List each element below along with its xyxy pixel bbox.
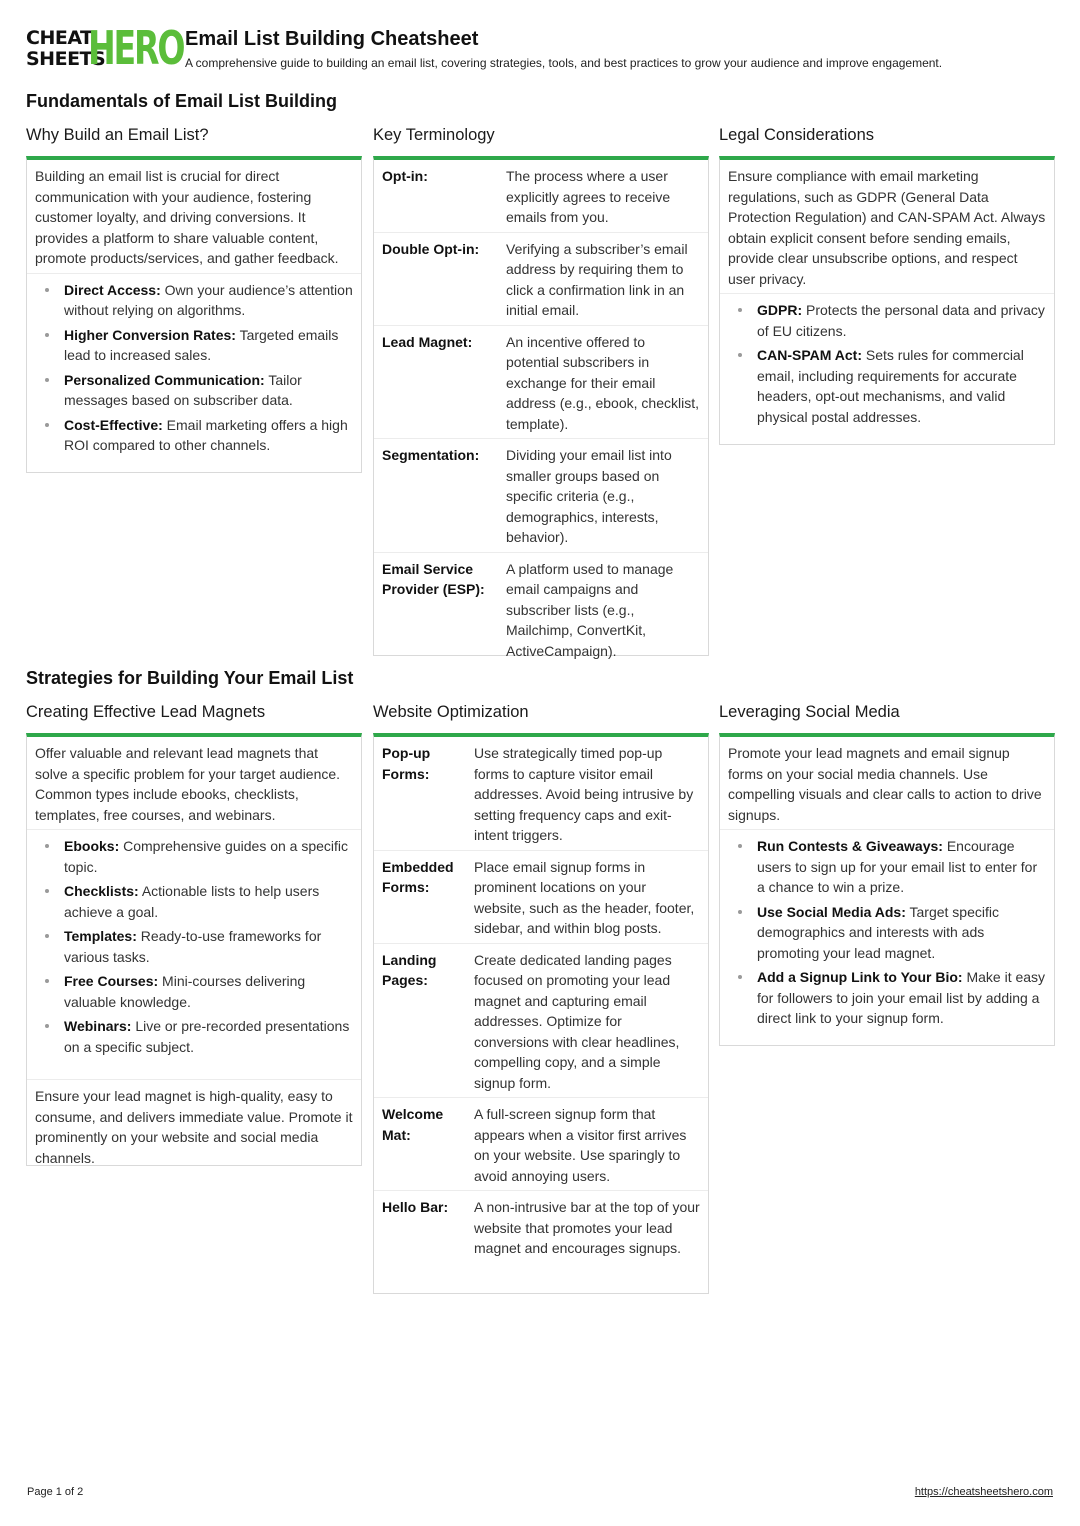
social-media-title: Leveraging Social Media [719,703,900,721]
site-link[interactable]: https://cheatsheetshero.com [914,1486,1053,1498]
list-item: Templates: Ready-to-use frameworks for various tasks. [35,926,353,967]
page-header [26,21,1056,75]
list-item: Free Courses: Mini-courses delivering valuable knowledge. [35,971,353,1012]
lead-magnets-outro: Ensure your lead magnet is high-quality, easy to consume, and delivers immediate value. Promote it prominently on your website and social media channels. [27,1079,361,1172]
social-media-intro: Promote your lead magnets and email signup forms on your social media channels. Use compelling visuals and clear calls to action to drive signups. [728,745,1042,823]
list-item: Personalized Communication: Tailor messages based on subscriber data. [35,370,353,411]
logo-wordmark: CHEAT SHEETS [26,27,106,70]
section-title-fundamentals: Fundamentals of Email List Building [26,91,338,111]
table-row: Hello Bar: A non-intrusive bar at the top of your website that promotes your lead magnet and encourages signups. [382,1199,700,1256]
legal-title: Legal Considerations [719,126,875,144]
list-item: Higher Conversion Rates: Targeted emails lead to increased sales. [35,325,353,366]
table-row: Welcome Mat: A full-screen signup form that appears when a visitor first arrives on your website. Use sparingly to avoid annoying users. [374,1098,708,1191]
page-subtitle: A comprehensive guide to building an email list, covering strategies, tools, and best practices to grow your audience and improve engagement. [185,56,943,70]
list-item: Run Contests & Giveaways: Encourage users to sign up for your email list to enter for a chance to win a prize. [728,836,1046,898]
key-terminology-card [373,156,709,659]
lead-magnets-intro: Offer valuable and relevant lead magnets that solve a specific problem for your target audience. Common types include ebooks, checklists, templates, free courses, and webinars. [35,745,341,823]
list-item: CAN-SPAM Act: Sets rules for commercial email, including requirements for accurate headers, opt-out mechanisms, and valid physical postal addresses. [728,345,1046,427]
social-media-list [720,829,1054,1037]
lead-magnets-card [26,733,362,1166]
legal-list [720,293,1054,435]
page-number: Page 1 of 2 [27,1486,84,1498]
lead-magnets-title: Creating Effective Lead Magnets [26,703,266,721]
table-row: Lead Magnet: An incentive offered to potential subscribers in exchange for their email address (e.g., ebook, checklist, template). [374,326,708,440]
table-row: Double Opt-in: Verifying a subscriber’s email address by requiring them to click a confirmation link in an initial email. [374,233,708,326]
legal-intro: Ensure compliance with email marketing regulations, such as GDPR (General Data Protection Regulation) and CAN-SPAM Act. Always obtain explicit consent before sending emails, provide clear unsubscribe options, and respect user privacy. [728,168,1046,287]
list-item: GDPR: Protects the personal data and privacy of EU citizens. [728,300,1046,341]
list-item: Use Social Media Ads: Target specific demographics and interests with ads promoting your lead magnet. [728,902,1046,964]
legal-card [719,156,1055,445]
why-build-intro: Building an email list is crucial for direct communication with your audience, fostering customer loyalty, and driving conversions. It provides a platform to share valuable content, promote products/services, and gather feedback. [35,168,339,266]
cheatsheetshero-logo[interactable] [26,21,184,75]
list-item: Checklists: Actionable lists to help users achieve a goal. [35,881,353,922]
table-row: Landing Pages: Create dedicated landing pages focused on promoting your lead magnet and capturing email addresses. Optimize for conversions with clear headlines, compelling copy, and a simple signup form. [374,944,708,1099]
table-row: Embedded Forms: Place email signup forms in prominent locations on your website, such as the header, footer, sidebar, and within blog posts. [374,851,708,944]
lead-magnets-list [27,829,361,1079]
table-row: Opt-in: The process where a user explicitly agrees to receive emails from you. [374,160,708,233]
table-row: Email Service Provider (ESP): A platform used to manage email campaigns and subscriber lists (e.g., Mailchimp, ConvertKit, ActiveCampaign). [382,560,674,659]
logo-hero-text: HERO [88,21,184,75]
table-row: Pop-up Forms: Use strategically timed pop-up forms to capture visitor email addresses. Avoid being intrusive by setting frequency caps and exit-intent triggers. [374,737,708,851]
list-item: Webinars: Live or pre-recorded presentations on a specific subject. [35,1016,353,1057]
why-build-title: Why Build an Email List? [26,126,209,144]
why-build-list [27,273,361,464]
list-item: Ebooks: Comprehensive guides on a specific topic. [35,836,353,877]
list-item: Add a Signup Link to Your Bio: Make it easy for followers to join your email list by adding a direct link to your signup form. [728,967,1046,1029]
table-row: Segmentation: Dividing your email list into smaller groups based on specific criteria (e.g., demographics, interests, behavior). [374,439,708,553]
website-optimization-title: Website Optimization [373,703,529,721]
social-media-card [719,733,1055,1046]
website-optimization-card [373,733,709,1294]
key-terminology-title: Key Terminology [373,126,495,144]
list-item: Cost-Effective: Email marketing offers a high ROI compared to other channels. [35,415,353,456]
page-title: Email List Building Cheatsheet [185,28,479,50]
section-title-strategies: Strategies for Building Your Email List [26,668,354,688]
list-item: Direct Access: Own your audience’s attention without relying on algorithms. [35,280,353,321]
why-build-card [26,156,362,473]
